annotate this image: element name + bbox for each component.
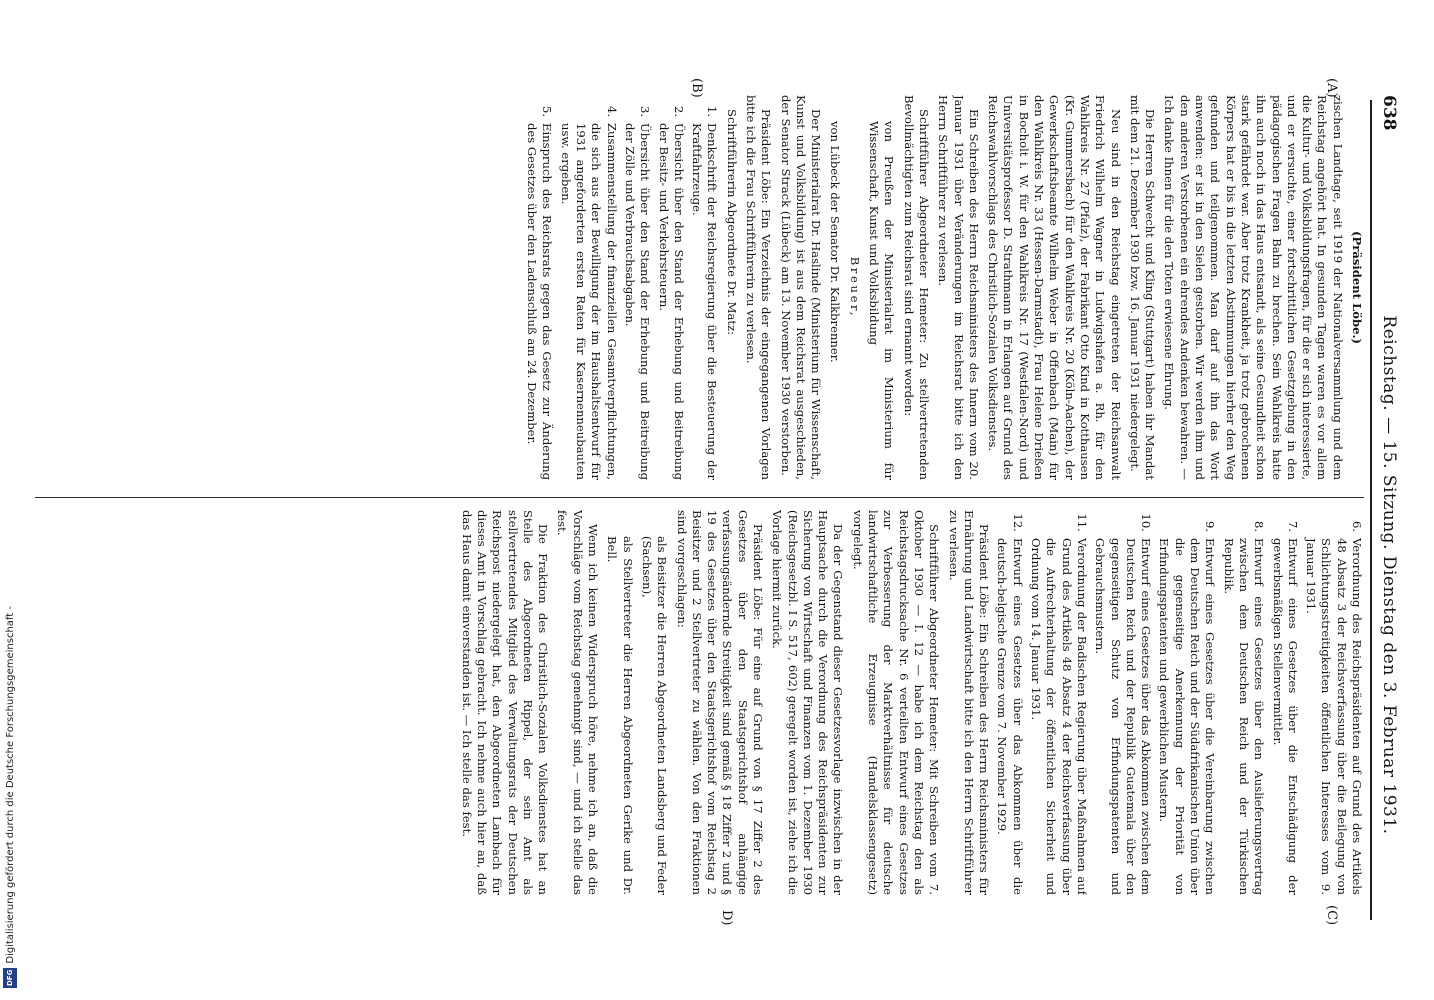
- margin-letter-b: (B): [689, 78, 704, 98]
- list-line: von Preußen der Ministerialrat im Ministerium für Wissenschaft, Kunst und Volksbildung: [867, 121, 897, 480]
- paragraph: zischen Landtage, seit 1919 der Nationalversammlung und dem Reichstag angehört hat. In gesunden Tagen waren es vor allem die Kultur- und Volksbildungsfragen, für die er sich interessierte, und er versuchte, einer fortschrittlichen Gesetzgebung in den pädagogischen Fragen Bahn zu brechen. Sein Wahlkreis hatte ihn auch noch in das Haus entsandt, als seine Gesundheit schon stark gefährdet war. Aber trotz Krankheit, ja trotz gebrochenen Körpers hat er bis in die letzten Abstimmungen hierher den Weg gefunden und teilgenommen. Man darf auf ihn das Wort anwenden: er ist in den Sielen gestorben. Wir werden ihm und den anderen Verstorbenen ein ehrendes Andenken bewahren. — Ich danke Ihnen für die den Toten erwiesene Ehrung.: [1162, 95, 1345, 480]
- list-item: 3. Übersicht über den Stand der Erhebung und Beitreibung der Zölle und Verbrauchsabgaben.: [622, 105, 653, 480]
- paragraph: Da der Gegenstand dieser Gesetzesvorlage inzwischen in der Hauptsache durch die Verordnung des Reichspräsidenten zur Sicherung von Wirtschaft und Finanzen vom 1. Dezember 1930 (Reichsgesetzbl. I S. 517, 602) geregelt worden ist, ziehe ich die Vorlage hiermit zurück.: [770, 510, 846, 895]
- margin-letter-a: (A): [1324, 78, 1339, 98]
- list-line: als Beisitzer die Herren Abgeordneten Landsberg und Feder (Sachsen),: [639, 536, 670, 895]
- list-line: von Lübeck der Senator Dr. Kalkbrenner.: [828, 121, 843, 363]
- paragraph: Neu sind in den Reichstag eingetreten der Reichsanwalt Friedrich Wilhelm Wagner in Ludwigshafen a. Rh. für den Wahlkreis Nr. 27 (Pfalz), der Fabrikant Otto Kind in Kotthausen (Kr. Gummersbach) für den Wahlkreis Nr. 20 (Köln-Aachen), der Gewerkschaftsbeamte Wilhelm Weber in Offenbach (Main) für den Wahlkreis Nr. 33 (Hessen-Darmstadt), Frau Helene Drießen in Bocholt i. W. für den Wahlkreis Nr. 17 (Westfalen-Nord) und Universitätsprofessor D. Strathmann in Erlangen auf Grund des Reichswahlvorschlags des Christlich-Sozialen Volksdienstes.: [986, 95, 1123, 480]
- numbered-list-right: [994, 510, 1364, 895]
- numbered-list-left: [524, 95, 720, 480]
- right-column: [30, 510, 1364, 895]
- paragraph: Die Fraktion des Christlich-Sozialen Volksdienstes hat an Stelle des Abgeordneten Rippel, der sein Amt als stellvertretendes Mitglied des Verwaltungsrats der Deutschen Reichspost niedergelegt hat, den Abgeordneten Lambach für dieses Amt in Vorschlag gebracht. Ich nehme auch hier an, daß das Haus damit einverstanden ist. — Ich stelle das fest.: [459, 510, 551, 895]
- list-item: 2. Übersicht über den Stand der Erhebung und Beitreibung der Besitz- und Verkehrsteuern.: [656, 105, 686, 480]
- secretary-paragraph: Schriftführerin Abgeordnete Dr. Matz:: [724, 109, 739, 336]
- paragraph: Die Herren Schwecht und Kling (Stuttgart) haben ihr Mandat mit dem 21. Dezember 1930 bzw. 16. Januar 1931 niedergelegt.: [1127, 95, 1158, 480]
- speaker-paragraph: Präsident Löbe: Ein Schreiben des Herrn Reichsministers für Ernährung und Landwirtschaft bitte ich den Herrn Schriftführer zu verlesen.: [946, 510, 992, 895]
- list-item: 4. Zusammenstellung der finanziellen Gesamtverpflichtungen, die sich aus der Bewilligung der im Haushaltsentwurf für 1931 angeforderten ersten Raten für Kasernenneubauten usw. ergeben.: [558, 105, 619, 480]
- list-item: 12. Entwurf eines Gesetzes über das Abkommen über die deutsch-belgische Grenze vom 7. November 1929.: [995, 513, 1025, 895]
- list-line: als Stellvertreter die Herren Abgeordneten Gerike und Dr. Bell.: [605, 536, 635, 895]
- page-title: Reichstag. — 15. Sitzung. Dienstag den 3. Februar 1931.: [1379, 315, 1399, 835]
- speaker-heading: (Präsident Löbe.): [1350, 231, 1364, 344]
- list-line: Breuer,: [847, 256, 862, 319]
- list-item: 5. Einspruch des Reichsrats gegen das Gesetz zur Änderung des Gesetzes über den Ladenschluß am 24. Dezember.: [525, 105, 555, 480]
- list-item: 7. Entwurf eines Gesetzes über die Entschädigung der gewerbsmäßigen Stellenvermittler.: [1270, 520, 1300, 895]
- paragraph: Ein Schreiben des Herrn Reichsministers des Innern vom 20. Januar 1931 über Veränderungen im Reichsrat bitte ich den Herrn Schriftführer zu verlesen.: [936, 95, 981, 480]
- margin-letter-d: D): [719, 910, 734, 926]
- list-item: 8. Entwurf eines Gesetzes über den Auslieferungsvertrag zwischen dem Deutschen Reich und der Türkischen Republik.: [1221, 520, 1267, 895]
- column-divider: [35, 497, 1364, 498]
- left-column: [30, 95, 1364, 480]
- speaker-paragraph: Präsident Löbe: Ein Verzeichnis der eingegangenen Vorlagen bitte ich die Frau Schriftführerin zu verlesen.: [744, 95, 774, 480]
- page-number: 638: [1379, 95, 1399, 131]
- paragraph: Der Ministerialrat Dr. Haslinde (Ministerium für Wissenschaft, Kunst und Volksbildung) ist aus dem Reichsrat ausgeschieden, der Senator Strack (Lübeck) am 13. November 1930 verstorben.: [778, 95, 824, 480]
- speaker-paragraph: Präsident Löbe: Für eine auf Grund von § 17 Ziffer 2 des Gesetzes über den Staatsgerichtshof anhängige verfassungsändernde Streitigkeit sind gemäß § 18 Ziffer 2 und § 19 des Gesetzes über den Staatsgerichtshof vom Reichstag 2 Beisitzer und 2 Stellvertreter zu wählen. Von den Fraktionen sind vorgeschlagen:: [674, 510, 766, 895]
- secretary-paragraph: Schriftführer Abgeordneter Hemeter: Mit Schreiben vom 7. Oktober 1930 — I. 12 — habe ich dem Reichstag den als Reichstagsdrucksache Nr. 6 verteilten Entwurf eines Gesetzes zur Verbesserung der Marktverhältnisse für deutsche landwirtschaftliche Erzeugnisse (Handelsklassengesetz) vorgelegt.: [850, 510, 942, 895]
- secretary-paragraph: Schriftführer Abgeordneter Hemeter: Zu stellvertretenden Bevollmächtigten zum Reichsrat sind ernannt worden:: [901, 95, 931, 480]
- list-item: 9. Entwurf eines Gesetzes über die Vereinbarung zwischen dem Deutschen Reich und der Südafrikanischen Union über die gegenseitige Anerkennung der Priorität von Erfindungspatenten und gewerblichen Mustern.: [1157, 520, 1218, 895]
- digitalisation-footer: [2, 12, 18, 988]
- footer-text: Digitalisierung gefördert durch die Deutsche Forschungsgemeinschaft -: [4, 606, 16, 964]
- paragraph: Wenn ich keinen Widerspruch höre, nehme ich an, daß die Vorschläge vom Reichstag genehmigt sind, — und ich stelle das fest.: [555, 510, 601, 895]
- header-rule: [1371, 100, 1373, 920]
- list-item: 6. Verordnung des Reichspräsidenten auf Grund des Artikels 48 Absatz 3 der Reichsverfassung über die Beilegung von Schlichtungsstreitigkeiten öffentlichen Interesses vom 9. Januar 1931.: [1304, 520, 1364, 895]
- list-item: 1. Denkschrift der Reichsregierung über die Besteuerung der Kraftfahrzeuge.: [690, 105, 720, 480]
- list-item: 10. Entwurf eines Gesetzes über das Abkommen zwischen dem Deutschen Reich und der Republik Guatemala über den gegenseitigen Schutz von Erfindungspatenten und Gebrauchsmustern.: [1093, 513, 1154, 895]
- dfg-logo-icon: DFG: [3, 968, 17, 988]
- margin-letter-c: (C): [1324, 905, 1339, 926]
- list-item: 11. Verordnung der Badischen Regierung über Maßnahmen auf Grund des Artikels 48 Absatz 4 der Reichsverfassung über die Aufrechterhaltung der öffentlichen Sicherheit und Ordnung vom 14. Januar 1931.: [1029, 513, 1089, 895]
